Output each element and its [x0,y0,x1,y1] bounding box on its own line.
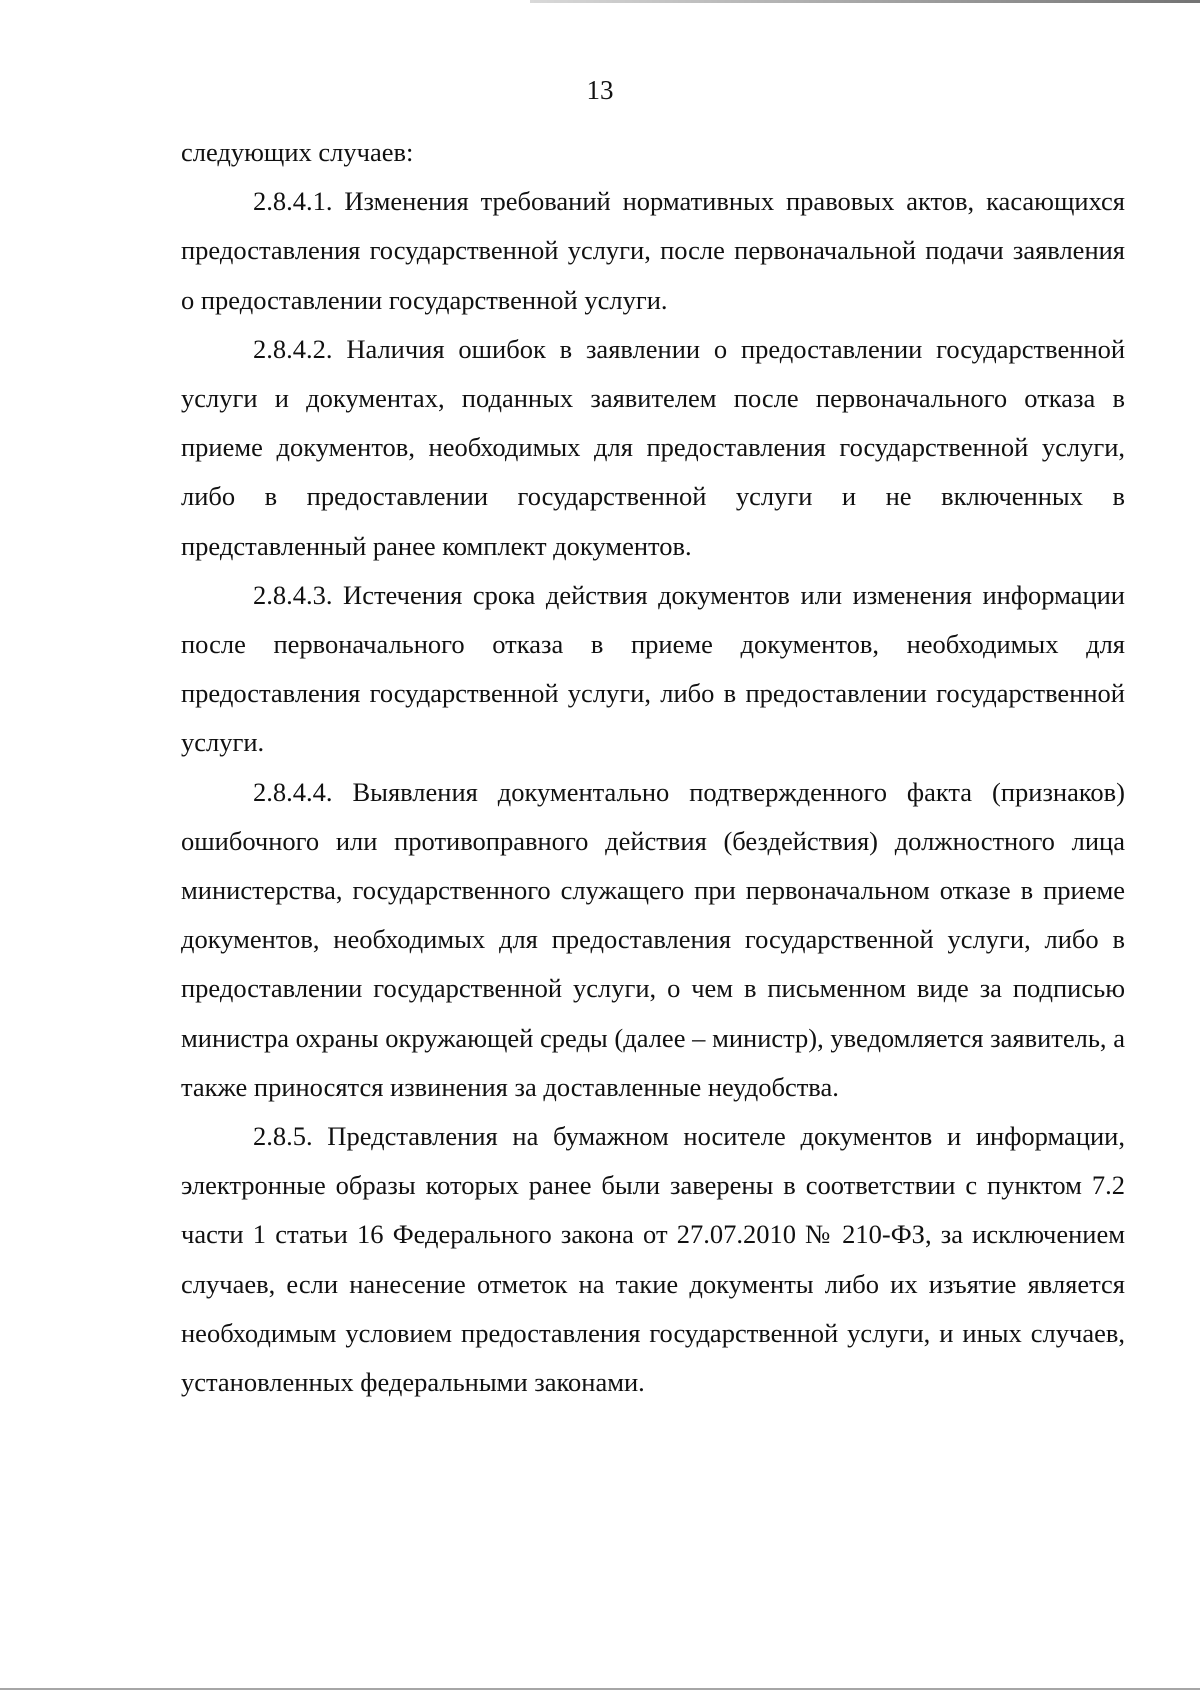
scan-edge-bottom [0,1688,1200,1690]
paragraph-2-8-4-2: 2.8.4.2. Наличия ошибок в заявлении о предоставлении государственной услуги и документах, поданных заявителем после первоначального отказа в приеме документов, необходимых для предоставления государственной услуги, либо в предоставлении государственной услуги и не включенных в представленный ранее комплект документов. [181,333,1125,561]
page-number: 13 [586,75,614,105]
scan-edge-top [530,0,1200,3]
document-body [181,128,1125,1407]
paragraph-2-8-5: 2.8.5. Представления на бумажном носителе документов и информации, электронные образы которых ранее были заверены в соответствии с пунктом 7.2 части 1 статьи 16 Федерального закона от 27.07.2010 № 210-ФЗ, за исключением случаев, если нанесение отметок на такие документы либо их изъятие является необходимым условием предоставления государственной услуги, и иных случаев, установленных федеральными законами. [181,1121,1125,1398]
paragraph-2-8-4-1: 2.8.4.1. Изменения требований нормативных правовых актов, касающихся предоставления государственной услуги, после первоначальной подачи заявления о предоставлении государственной услуги. [181,186,1125,315]
paragraph-continuation: следующих случаев: [181,137,414,167]
paragraph-2-8-4-3: 2.8.4.3. Истечения срока действия документов или изменения информации после первоначального отказа в приеме документов, необходимых для предоставления государственной услуги, либо в предоставлении государственной услуги. [181,579,1125,758]
paragraph-2-8-4-4: 2.8.4.4. Выявления документально подтвержденного факта (признаков) ошибочного или противоправного действия (бездействия) должностного лица министерства, государственного служащего при первоначальном отказе в приеме документов, необходимых для предоставления государственной услуги, либо в предоставлении государственной услуги, о чем в письменном виде за подписью министра охраны окружающей среды (далее – министр), уведомляется заявитель, а также приносятся извинения за доставленные неудобства. [181,776,1125,1102]
